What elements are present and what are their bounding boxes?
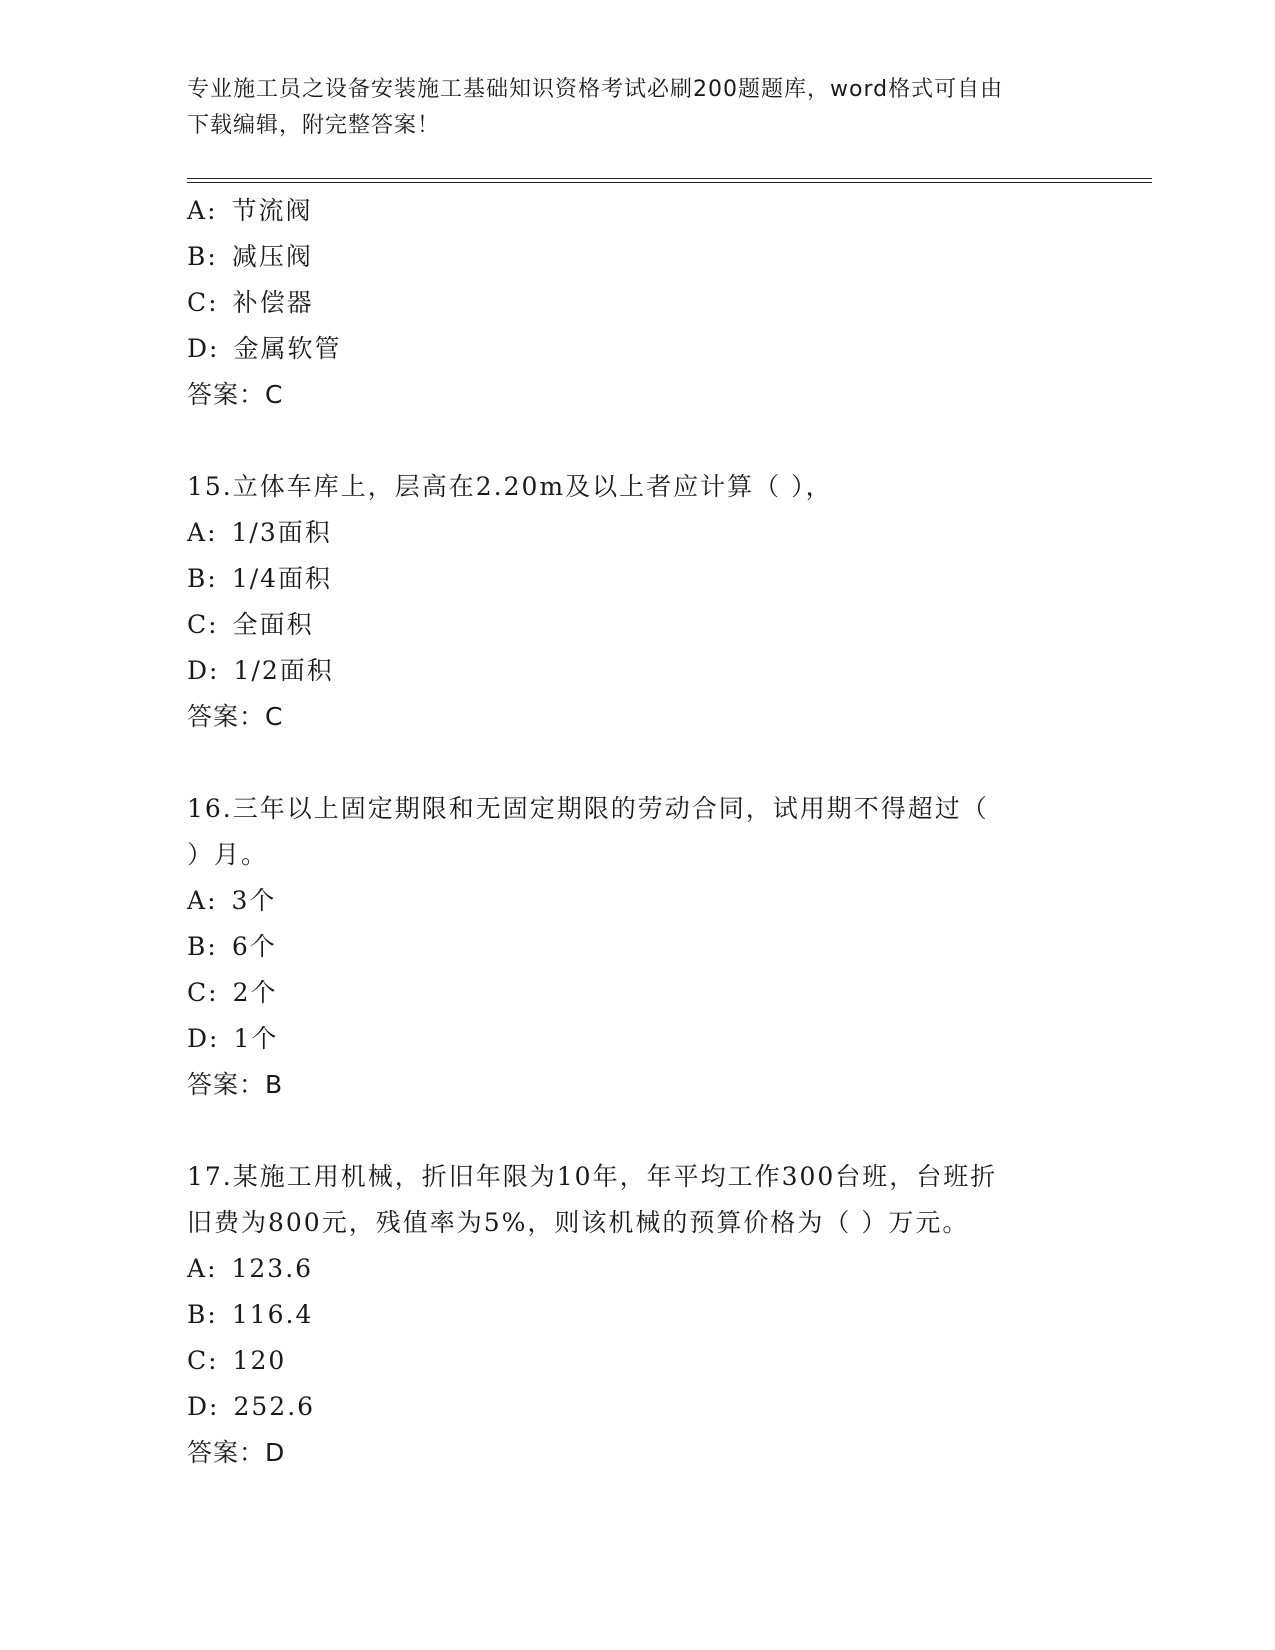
option-c: C: 补偿器 — [187, 288, 314, 317]
option-c: C: 2个 — [187, 978, 278, 1007]
stem-line: ）月。 — [187, 840, 269, 869]
question-continued — [187, 188, 1087, 418]
header-line-1: 专业施工员之设备安装施工基础知识资格考试必刷200题题库，word格式可自由 — [187, 77, 1004, 102]
header-line-2: 下载编辑，附完整答案！ — [187, 113, 441, 138]
answer-line: 答案：C — [187, 380, 284, 409]
stem-line: 17.某施工用机械，折旧年限为10年，年平均工作300台班，台班折 — [187, 1162, 998, 1191]
option-c: C: 全面积 — [187, 610, 314, 639]
header-divider-top — [187, 178, 1152, 179]
question-16 — [187, 786, 1087, 1108]
answer-line: 答案：C — [187, 702, 284, 731]
question-stem — [187, 786, 1067, 878]
question-list — [187, 188, 1087, 1522]
option-b: B: 116.4 — [187, 1300, 314, 1329]
option-a: A: 3个 — [187, 886, 277, 915]
option-d: D: 1/2面积 — [187, 656, 334, 685]
stem-line: 16.三年以上固定期限和无固定期限的劳动合同，试用期不得超过（ — [187, 794, 989, 823]
option-d: D: 金属软管 — [187, 334, 342, 363]
option-d: D: 252.6 — [187, 1392, 316, 1421]
option-a: A: 1/3面积 — [187, 518, 332, 547]
header-divider-bottom — [187, 182, 1152, 183]
stem-line: 15.立体车库上，层高在2.20m及以上者应计算（ ）， — [187, 472, 833, 501]
option-b: B: 1/4面积 — [187, 564, 333, 593]
document-header — [187, 72, 1087, 144]
question-15 — [187, 464, 1087, 740]
option-c: C: 120 — [187, 1346, 287, 1375]
option-d: D: 1个 — [187, 1024, 279, 1053]
option-b: B: 减压阀 — [187, 242, 313, 271]
question-stem — [187, 464, 1067, 510]
question-stem — [187, 1154, 1067, 1246]
option-a: A: 123.6 — [187, 1254, 314, 1283]
answer-line: 答案：B — [187, 1070, 284, 1099]
stem-line: 旧费为800元，残值率为5%，则该机械的预算价格为（ ）万元。 — [187, 1208, 970, 1237]
answer-line: 答案：D — [187, 1438, 286, 1467]
question-17 — [187, 1154, 1087, 1476]
option-a: A: 节流阀 — [187, 196, 313, 225]
option-b: B: 6个 — [187, 932, 277, 961]
